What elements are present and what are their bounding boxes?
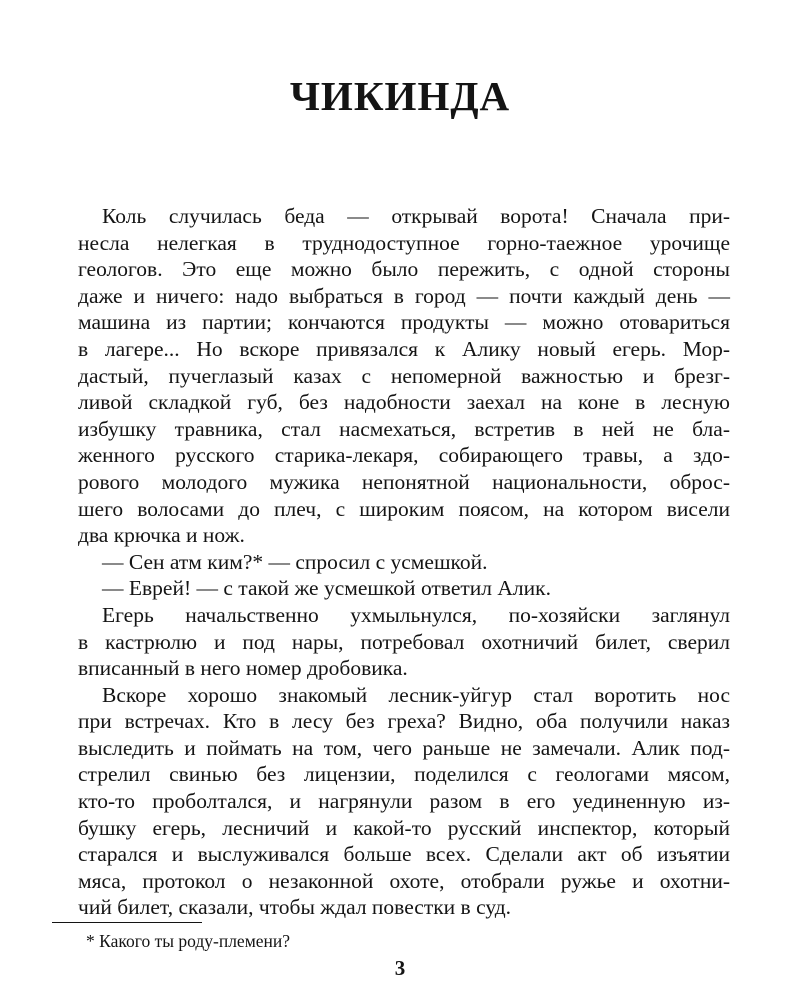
text-line: бушку егерь, лесничий и какой-то русский инспектор, который — [78, 815, 730, 840]
text-line: чий билет, сказали, чтобы ждал повестки в суд. — [78, 895, 512, 920]
body-text — [78, 203, 730, 921]
text-line: в кастрюлю и под нары, потребовал охотничий билет, сверил — [78, 629, 730, 654]
footnote-divider — [52, 922, 202, 923]
text-line: несла нелегкая в труднодоступное горно-таежное урочище — [78, 230, 730, 255]
text-line: старался и выслуживался больше всех. Сделали акт об изъятии — [78, 842, 730, 867]
text-line: стрелил свинью без лицензии, поделился с геологами мясом, — [78, 762, 730, 787]
text-line: рового молодого мужика непонятной национальности, оброс- — [78, 469, 730, 494]
text-line: в лагере... Но вскоре привязался к Алику новый егерь. Мор- — [78, 336, 730, 361]
text-line: ливой складкой губ, без надобности заехал на коне в лесную — [78, 390, 730, 415]
dialogue-line: — Сен атм ким?* — спросил с усмешкой. — [102, 549, 488, 574]
text-line: машина из партии; кончаются продукты — можно отовариться — [78, 310, 730, 335]
text-line: вписанный в него номер дробовика. — [78, 656, 408, 681]
text-line: даже и ничего: надо выбраться в город — почти каждый день — — [78, 283, 730, 308]
text-line: Коль случилась беда — открывай ворота! Сначала при- — [102, 204, 730, 228]
text-line: Вскоре хорошо знакомый лесник-уйгур стал воротить нос — [102, 682, 730, 707]
text-line: избушку травника, стал насмехаться, встретив в ней не бла- — [78, 416, 730, 441]
footnote: * Какого ты роду-племени? — [86, 931, 291, 951]
text-line: выследить и поймать на том, чего раньше не замечали. Алик под- — [78, 735, 730, 760]
text-line: мяса, протокол о незаконной охоте, отобрали ружье и охотни- — [78, 868, 730, 893]
text-line: шего волосами до плеч, с широким поясом, на котором висели — [78, 496, 730, 521]
text-line: женного русского старика-лекаря, собирающего травы, а здо- — [78, 443, 730, 468]
chapter-title: ЧИКИНДА — [289, 73, 511, 119]
text-line: кто-то проболтался, и нагрянули разом в его уединенную из- — [78, 789, 730, 814]
dialogue-line: — Еврей! — с такой же усмешкой ответил Алик. — [102, 576, 551, 601]
text-line: при встречах. Кто в лесу без греха? Видно, оба получили наказ — [78, 709, 730, 734]
text-line: два крючка и нож. — [78, 523, 245, 548]
text-line: Егерь начальственно ухмыльнулся, по-хозяйски заглянул — [102, 602, 730, 627]
text-line: дастый, пучеглазый казах с непомерной важностью и брезг- — [78, 363, 730, 388]
text-line: геологов. Это еще можно было пережить, с одной стороны — [78, 257, 730, 282]
page-number: 3 — [394, 956, 406, 980]
